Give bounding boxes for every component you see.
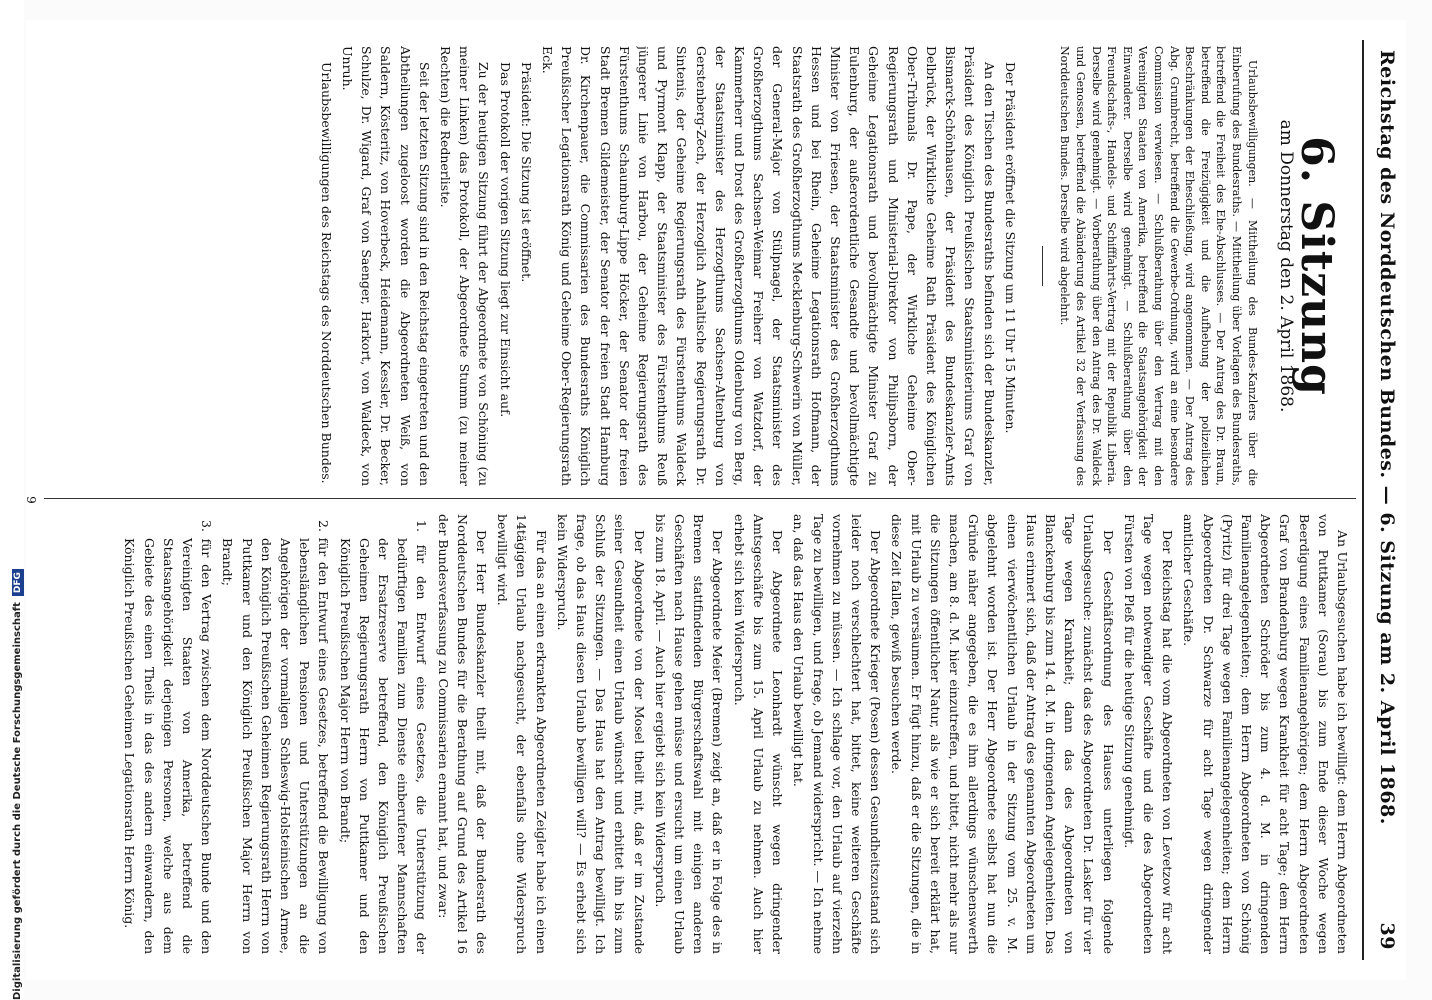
running-header-title: Reichstag des Norddeutschen Bundes. — 6. Sitzung am 2. April 1868. — [1376, 50, 1398, 825]
session-title: 6. Sitzung — [1291, 136, 1342, 396]
paragraph: Für das an einen erkrankten Abgeordneten Zeigler habe ich einen 14tägigen Urlaub nachgesucht, der ebenfalls ohne Widerspruch bewilligt wird. — [495, 514, 549, 954]
document-page — [26, 20, 1406, 980]
left-column — [22, 46, 1352, 486]
digitization-credit-text: Digitalisierung gefördert durch die Deutsche Forschungsgemeinschaft — [12, 602, 23, 1000]
numbered-item: 2. für den Entwurf eines Gesetzes, betreffend die Bewilligung von lebenslänglichen Pensionen und Unterstützungen an die Angehörigen der vormaligen Schleswig-Holsteinischen Armee, den Königlich Preußischen Geheimen Regierungsrath Herrn von Puttkamer und den Königlich Preußischen Major Herrn von Brandt; — [220, 520, 332, 954]
right-column — [52, 514, 1352, 954]
session-subtitle: am Donnerstag den 2. April 1868. — [1275, 119, 1296, 413]
paragraph: Der Geschäftsordnung des Hauses unterliegen folgende Urlaubsgesuche: zunächst das des Abgeordneten Dr. Lasker für vier Tage wegen Krankheit; dann das des Abgeordneten von Blanckenburg bis zum 14. d. M. in dringenden Angelegenheiten. Das Haus erinnert sich, daß der Antrag des genannten Abgeordneten um einen vierwöchentlichen Urlaub in der Sitzung vom 25. v. M. abgelehnt worden ist. Der Herr Abgeordnete selbst hat nun die Gründe näher angegeben, die es ihm allerdings wünschenswerth machen, am 8. d. M. hier einzutreffen, und bittet, nicht mehr als nur die Sitzungen öffentlicher Natur, als wie er sich bereit erklärt hat, mit Urlaub zu versäumen. Er fügt hinzu, daß er die Sitzungen, die in diese Zeit fallen, gewiß besuchen werde. — [889, 514, 1116, 954]
paragraph: Der Abgeordnete Krieger (Posen) dessen Gesundheitszustand sich leider noch verschlechtert hat, bittet, keine weiteren Geschäfte vornehmen zu müssen. — Ich schlage vor, den Urlaub auf vierzehn Tage zu bewilligen, und frage, ob Jemand widerspricht. — Ich nehme an, daß das Haus den Urlaub bewilligt hat. — [791, 514, 884, 954]
paragraph: Der Abgeordnete Leonhardt wünscht wegen dringender Amtsgeschäfte bis zum 15. April Urlaub zu nehmen. Auch hier erhebt sich kein Widerspruch. — [731, 514, 786, 954]
digitization-footer — [0, 0, 24, 1000]
running-header — [1368, 50, 1398, 950]
paragraph: Urlaubsbewilligungen des Reichstags des Norddeutschen Bundes. — [318, 62, 334, 484]
paragraph: Seit der letzten Sitzung sind in den Reichstag eingetreten und den Abtheilungen zugeloost worden die Abgeordneten Weiß, von Saldern, Kösteritz, von Hoverbeck, Heidemann, Kessler, Dr. Becker, Schulze, Dr. Wigard, Graf von Saenger, Harkort, von Waldeck, von Unruh. — [339, 46, 432, 486]
paragraph: Der Herr Bundeskanzler theilt mit, daß der Bundesrath des Norddeutschen Bundes für die Berathung auf Grund des Artikel 16 der Bundesverfassung zu Commissarien ernannt hat, und zwar: — [435, 514, 490, 954]
column-separator — [44, 498, 1356, 499]
paragraph: Das Protokoll der vorigen Sitzung liegt zur Einsicht auf. — [497, 62, 513, 418]
header-rule — [1362, 40, 1364, 960]
session-agenda: Urlaubsbewilligungen. — Mittheilung des Bundes-Kanzlers über die Einberufung des Bundesraths. — Mittheilung über Vorlagen des Bundesraths, betreffend die Freiheit des Ehe-Abschlusses. — Der Antrag des Dr. Braun, betreffend die Freizügigkeit und die Aufhebung der polizeilichen Beschränkungen der Eheschließung, wird angenommen. — Der Antrag des Abg. Grumbrecht, betreffend die Gewerbe-Ordnung, wird an eine besondere Commission verwiesen. — Schlußberathung über den Vertrag mit den Vereinigten Staaten von Amerika, betreffend die Staatsangehörigkeit der Einwanderer. Derselbe wird genehmigt. — Schlußberathung über den Freundschafts-, Handels- und Schifffahrts-Vertrag mit der Republik Liberia. Derselbe wird genehmigt. — Vorberathung über den Antrag des Dr. Waldeck und Genossen, betreffend die Abänderung des Artikel 32 der Verfassung des Norddeutschen Bundes. Derselbe wird abgelehnt. — [1058, 46, 1259, 486]
paragraph: Der Reichstag hat die vom Abgeordneten von Levetzow für acht Tage wegen notwendiger Geschäfte und die des Abgeordneten Fürsten von Pleß für die heutige Sitzung genehmigt. — [1121, 514, 1176, 954]
section-divider — [1042, 246, 1043, 286]
paragraph: Der Präsident eröffnet die Sitzung um 11 Uhr 15 Minuten. — [1002, 62, 1018, 434]
numbered-item: 3. für den Vertrag zwischen dem Norddeutschen Bunde und den Vereinigten Staaten von Amerika, betreffend die Staatsangehörigkeit derjenigen Personen, welche aus dem Gebiete des einen Theils in das des andern einwandern, den Königlich Preußischen Geheimen Legationsrath Herrn König. — [122, 520, 215, 954]
paragraph: Präsident: Die Sitzung ist eröffnet. — [518, 62, 534, 283]
paragraph: Der Abgeordnete von der Mosel theilt mit, daß er im Zustande seiner Gesundheit einen Urlaub wünscht und erbittet ihn bis zum Schluß der Sitzungen. — Das Haus hat den Antrag bewilligt. Ich frage, ob das Haus diesen Urlaub bewilligen will? — Es erhebt sich kein Widerspruch. — [554, 514, 647, 954]
dfg-logo: DFG — [12, 569, 24, 596]
header-page-number: 39 — [1376, 922, 1398, 950]
digitization-credit — [12, 0, 24, 1000]
numbered-item: 1. für den Entwurf eines Gesetzes, die Unterstützung der bedürftigen Familien zum Dienste einberufener Mannschaften der Ersatzreserve betreffend, den Königlich Preußischen Geheimen Regierungsrath Herrn von Puttkamer und den Königlich Preußischen Major Herrn von Brandt; — [337, 520, 430, 954]
page-number: 9 — [24, 496, 38, 504]
paragraph: An Urlaubsgesuchen habe ich bewilligt: dem Herrn Abgeordneten von Puttkamer (Sorau) bis zum Ende dieser Woche wegen Beerdigung eines Familienangehörigen; dem Herrn Abgeordneten Graf von Brandenburg wegen Krankheit für acht Tage; dem Herrn Abgeordneten Schröder bis zum 4. d. M. in dringenden Familienangelegenheiten; dem Herrn Abgeordneten von Schönig (Pyritz) für drei Tage wegen Familienangelegenheiten; dem Herrn Abgeordneten Dr. Schwarze für acht Tage wegen dringender amtlicher Geschäfte. — [1181, 514, 1350, 954]
paragraph: An den Tischen des Bundesraths befinden sich der Bundeskanzler, Präsident des Königlich Preußischen Staatsministeriums Graf von Bismarck-Schönhausen, der Präsident des Bundeskanzler-Amts Delbrück, der Wirkliche Geheime Rath Präsident des Königlichen Ober-Tribunals Dr. Pape, der Wirkliche Geheime Ober-Regierungsrath und Ministerial-Direktor von Philipsborn, der Geheime Legationsrath und bevollmächtigte Minister Graf zu Eulenburg, der außerordentliche Gesandte und bevollmächtigte Minister von Friesen, der Staatsminister des Großherzogthums Hessen und bei Rhein, Geheime Legationsrath Hofmann, der Staatsrath des Großherzogthums Mecklenburg-Schwerin von Müller, der General-Major von Stülpnagel, der Staatsminister des Großherzogthums Sachsen-Weimar Freiherr von Watzdorf, der Kammerherr und Drost des Großherzogthums Oldenburg von Berg, der Staatsminister des Herzogthums Sachsen-Altenburg von Gerstenberg-Zech, der Herzoglich Anhaltische Regierungsrath Dr. Sintenis, der Geheime Regierungsrath des Fürstenthums Waldeck und Pyrmont Klapp, der Staatsminister des Fürstenthums Reuß jüngerer Linie von Harbou, der Geheime Regierungsrath des Fürstenthums Schaumburg-Lippe Höcker, der Senator der freien Stadt Bremen Gildemeister, der Senator der freien Stadt Hamburg Dr. Kirchenpauer, die Commissarien des Bundesraths Königlich Preußischer Legationsrath König und Geheime Ober-Regierungsrath Eck. — [540, 46, 997, 486]
paragraph: Zu der heutigen Sitzung führt der Abgeordnete von Schöning (zu meiner Linken) das Protokoll, der Abgeordnete Stumm (zu meiner Rechten) die Rednerliste. — [437, 46, 492, 486]
paragraph: Der Abgeordnete Meier (Bremen) zeigt an, daß er in Folge des in Bremen stattfindenden Bürgerschaftswahl mit einigen anderen Geschäften nach Hause gehen müsse und ersucht um einen Urlaub bis zum 18. April. — Auch hier ergiebt sich kein Widerspruch. — [652, 514, 726, 954]
